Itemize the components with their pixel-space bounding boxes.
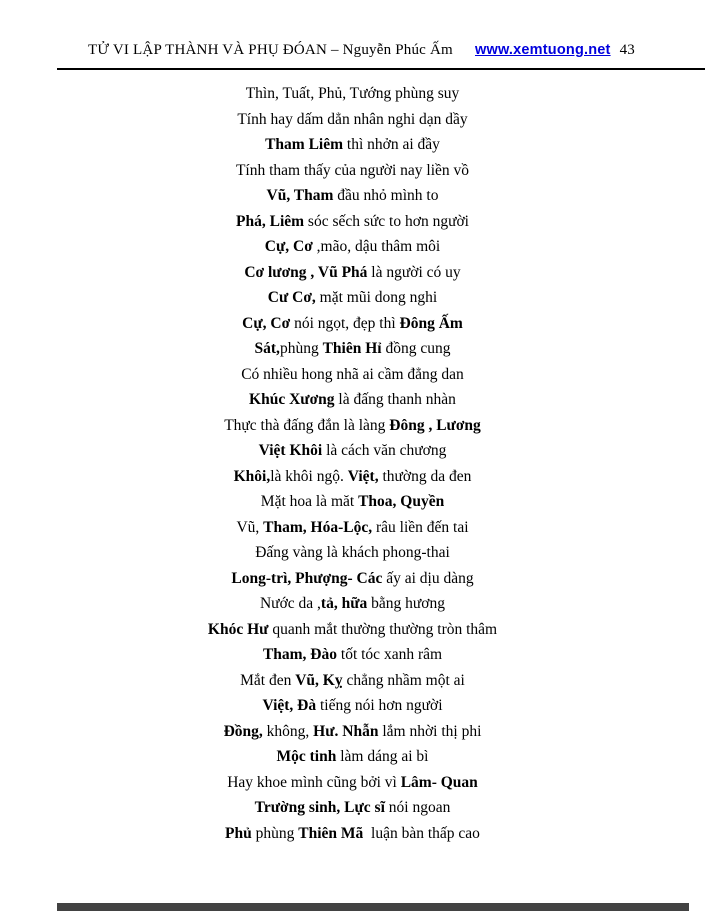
text-segment: Đông , Lương [389, 416, 481, 434]
text-segment: phùng [251, 824, 299, 842]
poem-line [0, 81, 705, 107]
page-number: 43 [619, 42, 635, 58]
text-segment: Khóc Hư [207, 620, 269, 638]
poem-line [0, 566, 705, 592]
poem-line [0, 183, 705, 209]
text-segment: Đồng, [223, 722, 263, 740]
text-segment: sóc sếch sức to hơn người [304, 212, 469, 230]
poem-line [0, 260, 705, 286]
text-segment: mặt mũi dong nghi [315, 289, 438, 306]
text-segment: Tính hay dấm dẳn nhân nghi dạn dầy [237, 110, 468, 128]
text-segment: là cách văn chương [322, 442, 447, 459]
text-segment: Cư Cơ, [267, 289, 316, 306]
poem-line [0, 132, 705, 158]
text-segment: Tham Liêm [265, 136, 344, 153]
text-segment: đồng cung [381, 340, 451, 357]
text-segment: Thoa, Quyền [358, 493, 445, 510]
page-bottom-separator [57, 903, 689, 911]
poem-line [0, 591, 705, 617]
text-segment: quanh mắt thường thường tròn thâm [268, 620, 498, 638]
text-segment: Vũ, Tham [266, 187, 334, 204]
website-link[interactable]: www.xemtuong.net [475, 42, 611, 58]
text-segment: Thực thà đấng đắn là làng [224, 416, 390, 434]
poem-line [0, 464, 705, 490]
poem-line [0, 668, 705, 694]
text-segment: râu liền đến tai [372, 518, 469, 536]
text-segment: Đấng vàng là khách phong-thai [255, 544, 450, 561]
header-right-group [475, 42, 635, 59]
poem-line [0, 540, 705, 566]
poem-line [0, 209, 705, 235]
poem-line [0, 642, 705, 668]
text-segment: Mộc tinh [276, 748, 337, 765]
text-segment: nói ngoan [384, 799, 451, 816]
text-segment: Vũ, [236, 518, 264, 536]
text-segment: Thìn, Tuất, Phủ, Tướng phùng suy [245, 85, 460, 102]
text-segment: luận bàn thấp cao [363, 824, 480, 842]
poem-line [0, 693, 705, 719]
text-segment: ,mão, dậu thâm môi [312, 238, 441, 255]
text-segment: Khôi, [233, 467, 271, 485]
poem-line [0, 285, 705, 311]
text-segment: là khôi ngộ. [270, 467, 348, 485]
poem-line [0, 489, 705, 515]
text-segment: Cự, Cơ [264, 238, 313, 255]
text-segment: Cơ lương , Vũ Phá [244, 263, 368, 281]
text-segment: Có nhiều hong nhã ai cầm đẳng dan [241, 365, 464, 383]
poem-line [0, 744, 705, 770]
poem-line [0, 795, 705, 821]
poem-line [0, 438, 705, 464]
text-segment: ấy ai dịu dàng [382, 569, 474, 587]
text-segment: lắm nhời thị phi [378, 722, 482, 740]
text-segment: Tính tham thấy của người nay liền vồ [235, 161, 470, 179]
text-segment: Khúc Xương [249, 391, 335, 408]
text-segment: Phủ [225, 824, 252, 842]
text-segment: Hư. Nhẫn [313, 722, 379, 740]
text-segment: đầu nhỏ mình to [333, 187, 439, 204]
text-segment: thường da đen [378, 467, 472, 485]
text-segment: chẳng nhầm một ai [342, 671, 465, 689]
text-segment: không, [262, 722, 314, 740]
text-segment: Tham, Hóa-Lộc, [263, 518, 373, 536]
text-segment: Nước da , [259, 595, 321, 612]
poem-line [0, 158, 705, 184]
poem-line [0, 617, 705, 643]
text-segment: Việt, [347, 467, 379, 485]
text-segment: làm dáng ai bì [336, 748, 429, 765]
poem-body [0, 81, 705, 846]
text-segment: Hay khoe mình cũng bởi vì [227, 773, 401, 791]
poem-line [0, 336, 705, 362]
poem-line [0, 362, 705, 388]
text-segment: Phá, Liêm [236, 212, 305, 230]
text-segment: Vũ, Kỵ [295, 671, 343, 689]
text-segment: Trường sinh, Lực sĩ [254, 799, 385, 816]
poem-line [0, 770, 705, 796]
poem-line [0, 515, 705, 541]
text-segment: Mắt đen [240, 671, 296, 689]
page-header [88, 42, 635, 59]
poem-line [0, 107, 705, 133]
text-segment: phùng [279, 340, 323, 357]
text-segment: tả, hữa [320, 595, 368, 612]
poem-line [0, 413, 705, 439]
text-segment: Cự, Cơ [242, 314, 291, 332]
document-title: TỬ VI LẬP THÀNH VÀ PHỤ ĐÓAN – Nguyễn Phúc Ấm [88, 42, 453, 58]
text-segment: Việt, Đà [262, 697, 317, 714]
text-segment: bằng hương [367, 595, 445, 612]
poem-line [0, 234, 705, 260]
text-segment: thì nhởn ai đầy [343, 136, 440, 153]
text-segment: Thiên Mã [298, 824, 364, 842]
text-segment: tốt tóc xanh râm [337, 646, 443, 663]
text-segment: Thiên Hỉ [322, 340, 382, 357]
text-segment: nói ngọt, đẹp thì [290, 314, 400, 332]
poem-line [0, 821, 705, 847]
poem-line [0, 719, 705, 745]
text-segment: Đông Ấm [399, 314, 463, 332]
text-segment: Mặt hoa là măt [260, 493, 359, 510]
poem-line [0, 311, 705, 337]
text-segment: tiếng nói hơn người [316, 697, 443, 714]
poem-line [0, 387, 705, 413]
text-segment: Tham, Đào [262, 646, 338, 663]
text-segment: Sát, [254, 340, 280, 357]
text-segment: là người có uy [367, 263, 461, 281]
text-segment: là đấng thanh nhàn [334, 391, 456, 408]
text-segment: Việt Khôi [258, 442, 323, 459]
header-divider [57, 68, 705, 70]
text-segment: Lâm- Quan [400, 773, 478, 791]
text-segment: Long-trì, Phượng- Các [231, 569, 383, 587]
